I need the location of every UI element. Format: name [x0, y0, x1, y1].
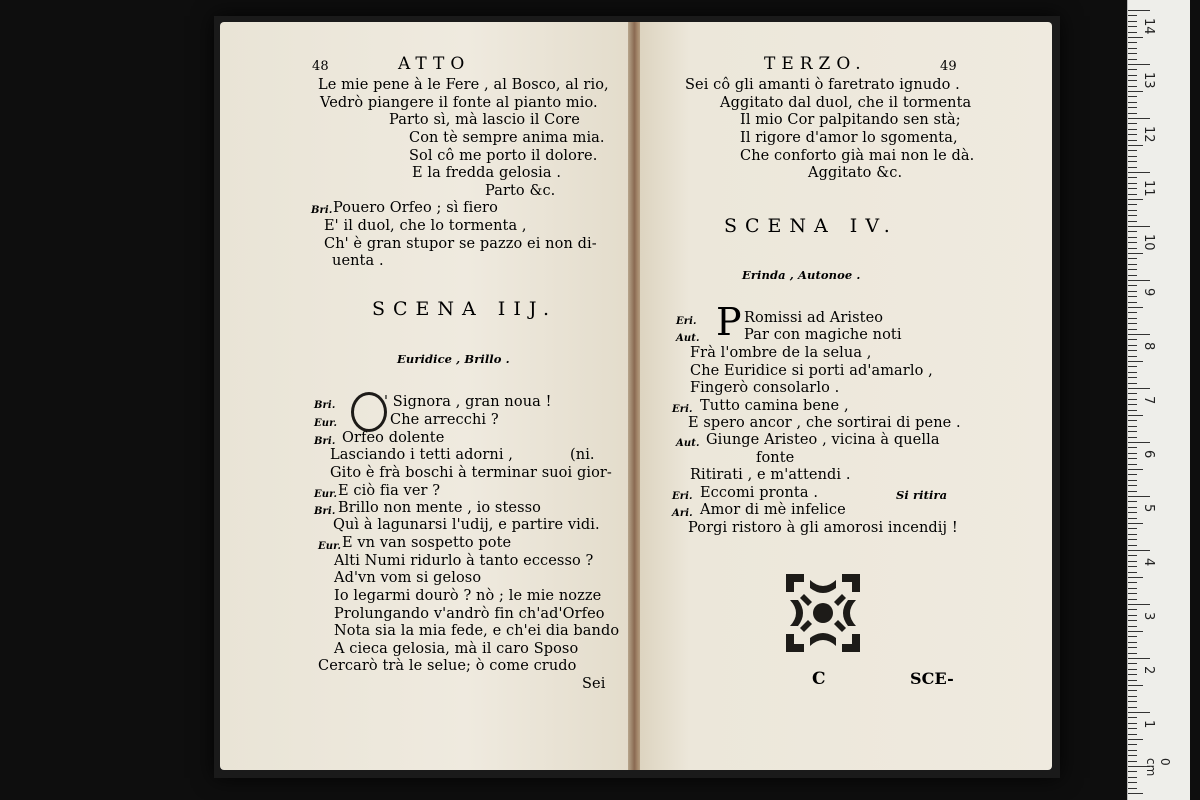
- ruler-tick: [1128, 561, 1137, 562]
- ruler-tick: [1128, 420, 1137, 421]
- ruler-tick: [1128, 539, 1137, 540]
- ruler-tick: [1128, 10, 1150, 11]
- ruler-tick: [1128, 53, 1137, 54]
- ruler-tick: [1128, 339, 1137, 340]
- verse-line: Aggitato dal duol, che il tormenta: [720, 95, 972, 111]
- ruler-number: 14: [1141, 18, 1156, 35]
- ruler-tick: [1128, 329, 1137, 330]
- ruler-tick: [1128, 113, 1137, 114]
- speaker-tag: Bri.: [314, 506, 336, 517]
- verse-line: Il rigore d'amor lo sgomenta,: [740, 130, 958, 146]
- verse-line: Sol cô me porto il dolore.: [409, 148, 598, 164]
- speaker-tag: Eri.: [676, 316, 697, 327]
- dialogue-line: Romissi ad Aristeo: [744, 310, 884, 326]
- verse-line: Vedrò piangere il fonte al pianto mio.: [320, 95, 598, 111]
- ruler-tick: [1128, 393, 1137, 394]
- ruler-tick: [1128, 285, 1137, 286]
- ruler-tick: [1128, 739, 1143, 740]
- ruler-tick: [1128, 404, 1137, 405]
- ruler-tick: [1128, 426, 1137, 427]
- speaker-tag: Ari.: [672, 508, 693, 519]
- drop-cap-p: P: [716, 300, 742, 344]
- ruler-tick: [1128, 253, 1143, 254]
- ruler-tick: [1128, 323, 1137, 324]
- dialogue-line: Che arrecchi ?: [390, 412, 499, 428]
- right-running-head: TERZO.: [764, 54, 867, 74]
- catchword: SCE-: [910, 669, 954, 688]
- ruler-tick: [1128, 437, 1137, 438]
- ruler-tick: [1128, 501, 1137, 502]
- ruler-tick: [1128, 620, 1137, 621]
- ruler-number: 4: [1141, 558, 1156, 567]
- ruler-tick: [1128, 69, 1137, 70]
- speaker-tag: Bri.: [314, 436, 336, 447]
- speaker-tag: Eur.: [318, 541, 342, 552]
- dialogue-line: E spero ancor , che sortirai di pene .: [688, 415, 961, 431]
- ruler-tick: [1128, 123, 1137, 124]
- ruler-tick: [1128, 512, 1137, 513]
- ruler-tick: [1128, 312, 1137, 313]
- ruler-number: 5: [1141, 504, 1156, 513]
- ruler-tick: [1128, 307, 1143, 308]
- ruler-tick: [1128, 690, 1137, 691]
- dialogue-line: E vn van sospetto pote: [342, 535, 512, 551]
- speaker-tag: Bri.: [311, 205, 333, 216]
- ruler-number: 1: [1141, 720, 1156, 729]
- scene-title: SCENA IIJ.: [372, 298, 558, 320]
- ruler-tick: [1128, 647, 1137, 648]
- ruler-tick: [1128, 685, 1143, 686]
- right-page-number: 49: [940, 59, 957, 74]
- ruler-tick: [1128, 626, 1137, 627]
- dialogue-line: A cieca gelosia, mà il caro Sposo: [334, 641, 579, 657]
- ruler-tick: [1128, 194, 1137, 195]
- dialogue-line: Tutto camina bene ,: [700, 398, 849, 414]
- ruler-tick: [1128, 707, 1137, 708]
- ruler-tick: [1128, 199, 1143, 200]
- ruler-tick: [1128, 447, 1137, 448]
- ruler-tick: [1128, 588, 1137, 589]
- ruler-tick: [1128, 75, 1137, 76]
- ruler-tick: [1128, 210, 1137, 211]
- speaker-tag: Eri.: [672, 491, 693, 502]
- ruler-tick: [1128, 750, 1137, 751]
- verse-line: uenta .: [332, 253, 384, 269]
- ruler-tick: [1128, 496, 1150, 497]
- ruler-tick: [1128, 431, 1137, 432]
- ruler-tick: [1128, 32, 1137, 33]
- ruler-tick: [1128, 696, 1137, 697]
- ruler-tick: [1128, 150, 1137, 151]
- ruler-tick: [1128, 231, 1137, 232]
- dialogue-line: Prolungando v'andrò fin ch'ad'Orfeo: [334, 606, 605, 622]
- speaker-tag: Eur.: [314, 489, 338, 500]
- ruler-tick: [1128, 566, 1137, 567]
- ruler-tick: [1128, 464, 1137, 465]
- ruler-tick: [1128, 42, 1137, 43]
- dialogue-line: Eccomi pronta .: [700, 485, 819, 501]
- ruler-tick: [1128, 453, 1137, 454]
- ruler-tick: [1128, 528, 1137, 529]
- ruler-tick: [1128, 96, 1137, 97]
- ruler-tick: [1128, 172, 1150, 173]
- ruler-tick: [1128, 744, 1137, 745]
- ruler-tick: [1128, 480, 1137, 481]
- ruler-tick: [1128, 21, 1137, 22]
- dialogue-line: fonte: [756, 450, 795, 466]
- ruler-number: 3: [1141, 612, 1156, 621]
- ruler-tick: [1128, 361, 1143, 362]
- ruler-tick: [1128, 712, 1150, 713]
- ruler-tick: [1128, 523, 1143, 524]
- ruler-tick: [1128, 388, 1150, 389]
- ruler-number: 12: [1141, 126, 1156, 143]
- ruler-tick: [1128, 717, 1137, 718]
- ruler-tick: [1128, 399, 1137, 400]
- verse-line: Con tè sempre anima mia.: [409, 130, 605, 146]
- ruler-tick: [1128, 26, 1137, 27]
- dialogue-overflow: (ni.: [570, 447, 595, 463]
- cast-list: Erinda , Autonoe .: [742, 268, 861, 282]
- speaker-tag: Eur.: [314, 418, 338, 429]
- verse-line: Le mie pene à le Fere , al Bosco, al rio,: [318, 77, 609, 93]
- ruler-tick: [1128, 242, 1137, 243]
- ruler-tick: [1128, 204, 1137, 205]
- ruler-tick: [1128, 615, 1137, 616]
- ruler-tick: [1128, 793, 1143, 794]
- ruler-tick: [1128, 161, 1137, 162]
- ruler-tick: [1128, 771, 1137, 772]
- ruler-tick: [1128, 723, 1137, 724]
- ruler-unit-label: 0 cm: [1144, 758, 1172, 777]
- ruler-tick: [1128, 680, 1137, 681]
- ruler-tick: [1128, 366, 1137, 367]
- ruler-tick: [1128, 555, 1137, 556]
- ruler-tick: [1128, 761, 1137, 762]
- ruler-tick: [1128, 102, 1137, 103]
- dialogue-line: Giunge Aristeo , vicina à quella: [706, 432, 940, 448]
- ruler-tick: [1128, 582, 1137, 583]
- ruler-tick: [1128, 248, 1137, 249]
- ruler-tick: [1128, 15, 1137, 16]
- ruler-tick: [1128, 410, 1137, 411]
- ruler-tick: [1128, 269, 1137, 270]
- ruler-tick: [1128, 221, 1137, 222]
- speaker-tag: Aut.: [676, 333, 700, 344]
- ruler-tick: [1128, 140, 1137, 141]
- ruler-tick: [1128, 383, 1137, 384]
- ruler-tick: [1128, 280, 1150, 281]
- ruler-tick: [1128, 118, 1150, 119]
- ruler-tick: [1128, 728, 1137, 729]
- stage-direction: Si ritira: [896, 488, 948, 502]
- ruler-tick: [1128, 491, 1137, 492]
- ruler-tick: [1128, 631, 1143, 632]
- ruler-number: 2: [1141, 666, 1156, 675]
- ruler-tick: [1128, 177, 1137, 178]
- ruler-tick: [1128, 599, 1137, 600]
- ruler-tick: [1128, 474, 1137, 475]
- verse-line: Che conforto già mai non le dà.: [740, 148, 975, 164]
- dialogue-line: Brillo non mente , io stesso: [338, 500, 541, 516]
- ruler-tick: [1128, 485, 1137, 486]
- dialogue-line: Che Euridice si porti ad'amarlo ,: [690, 363, 933, 379]
- ruler-tick: [1128, 107, 1137, 108]
- dialogue-line: ' Signora , gran noua !: [384, 394, 552, 410]
- ruler-tick: [1128, 604, 1150, 605]
- ruler-tick: [1128, 302, 1137, 303]
- ruler-tick: [1128, 145, 1143, 146]
- verse-line: E la fredda gelosia .: [412, 165, 562, 181]
- dialogue-line: Porgi ristoro à gli amorosi incendij !: [688, 520, 958, 536]
- dialogue-line: Amor di mè infelice: [700, 502, 846, 518]
- ruler-tick: [1128, 658, 1150, 659]
- catchword: Sei: [582, 676, 606, 692]
- ruler-tick: [1128, 545, 1137, 546]
- dialogue-line: Nota sia la mia fede, e ch'ei dia bando: [334, 623, 620, 639]
- scene-title: SCENA IV.: [724, 215, 898, 237]
- speaker-tag: Bri.: [314, 400, 336, 411]
- ruler-tick: [1128, 755, 1137, 756]
- dialogue-line: Cercarò trà le selue; ò come crudo: [318, 658, 577, 674]
- ruler-tick: [1128, 701, 1137, 702]
- ruler-number: 6: [1141, 450, 1156, 459]
- dialogue-line: Frà l'ombre de la selua ,: [690, 345, 872, 361]
- ruler-tick: [1128, 534, 1137, 535]
- verse-line: Il mio Cor palpitando sen stà;: [740, 112, 961, 128]
- ruler-tick: [1128, 609, 1137, 610]
- verse-line: Parto sì, mà lascio il Core: [389, 112, 580, 128]
- ruler-number: 10: [1141, 234, 1156, 251]
- ruler-tick: [1128, 345, 1137, 346]
- ruler-number: 8: [1141, 342, 1156, 351]
- ruler-tick: [1128, 458, 1137, 459]
- ruler-tick: [1128, 134, 1137, 135]
- ruler-tick: [1128, 156, 1137, 157]
- ruler-tick: [1128, 372, 1137, 373]
- verse-line: Aggitato &c.: [808, 165, 903, 181]
- ruler-tick: [1128, 183, 1137, 184]
- ruler-tick: [1128, 275, 1137, 276]
- ruler-number: 13: [1141, 72, 1156, 89]
- dialogue-line: Orfeo dolente: [342, 430, 445, 446]
- cast-list: Euridice , Brillo .: [397, 352, 510, 366]
- ruler-tick: [1128, 188, 1137, 189]
- verse-line: Sei cô gli amanti ò faretrato ignudo .: [685, 77, 960, 93]
- ruler-tick: [1128, 734, 1137, 735]
- dialogue-line: Io legarmi dourò ? nò ; le mie nozze: [334, 588, 602, 604]
- ruler-tick: [1128, 415, 1143, 416]
- speaker-tag: Eri.: [672, 404, 693, 415]
- printer-ornament: [780, 570, 866, 656]
- ruler-tick: [1128, 663, 1137, 664]
- ruler-number: 9: [1141, 288, 1156, 297]
- ruler-tick: [1128, 593, 1137, 594]
- ruler-tick: [1128, 377, 1137, 378]
- ruler-tick: [1128, 91, 1143, 92]
- dialogue-line: Par con magiche noti: [744, 327, 902, 343]
- verse-line: E' il duol, che lo tormenta ,: [324, 218, 527, 234]
- drop-cap-o: [351, 392, 387, 432]
- verse-line: Ch' è gran stupor se pazzo ei non di-: [324, 236, 597, 252]
- ruler-tick: [1128, 167, 1137, 168]
- ruler-tick: [1128, 86, 1137, 87]
- ruler-tick: [1128, 507, 1137, 508]
- dialogue-line: Gito è frà boschi à terminar suoi gior-: [330, 465, 612, 481]
- ruler-tick: [1128, 318, 1137, 319]
- dialogue-line: Ad'vn vom si geloso: [334, 570, 482, 586]
- ruler-tick: [1128, 636, 1137, 637]
- measuring-ruler: [1127, 0, 1190, 800]
- dialogue-line: Alti Numi ridurlo à tanto eccesso ?: [334, 553, 594, 569]
- left-running-head: ATTO: [398, 54, 471, 74]
- ruler-tick: [1128, 264, 1137, 265]
- dialogue-line: Ritirati , e m'attendi .: [690, 467, 851, 483]
- ruler-tick: [1128, 64, 1150, 65]
- speaker-tag: Aut.: [676, 438, 700, 449]
- ruler-tick: [1128, 350, 1137, 351]
- ruler-tick: [1128, 788, 1137, 789]
- ruler-tick: [1128, 550, 1150, 551]
- ruler-tick: [1128, 129, 1137, 130]
- ruler-tick: [1128, 291, 1137, 292]
- ruler-tick: [1128, 226, 1150, 227]
- ruler-tick: [1128, 669, 1137, 670]
- ruler-tick: [1128, 48, 1137, 49]
- ruler-tick: [1128, 469, 1143, 470]
- dialogue-line: Lasciando i tetti adorni ,: [330, 447, 514, 463]
- ruler-number: 11: [1141, 180, 1156, 197]
- ruler-tick: [1128, 674, 1137, 675]
- ruler-tick: [1128, 356, 1137, 357]
- ruler-tick: [1128, 258, 1137, 259]
- dialogue-line: E ciò fia ver ?: [338, 483, 441, 499]
- ruler-tick: [1128, 59, 1137, 60]
- left-page-number: 48: [312, 59, 329, 74]
- ruler-number: 7: [1141, 396, 1156, 405]
- ruler-tick: [1128, 518, 1137, 519]
- ruler-tick: [1128, 653, 1137, 654]
- ruler-tick: [1128, 80, 1137, 81]
- ruler-tick: [1128, 572, 1137, 573]
- ruler-tick: [1128, 296, 1137, 297]
- dialogue-line: Fingerò consolarlo .: [690, 380, 840, 396]
- dialogue-line: Quì à lagunarsi l'udij, e partire vidi.: [333, 517, 600, 533]
- ruler-tick: [1128, 237, 1137, 238]
- ruler-tick: [1128, 642, 1137, 643]
- verse-line: Parto &c.: [485, 183, 556, 199]
- ruler-tick: [1128, 215, 1137, 216]
- verse-line: Pouero Orfeo ; sì fiero: [333, 200, 498, 216]
- ruler-tick: [1128, 334, 1150, 335]
- ruler-tick: [1128, 37, 1143, 38]
- ruler-tick: [1128, 777, 1137, 778]
- ruler-tick: [1128, 442, 1150, 443]
- signature-mark: C: [812, 669, 826, 689]
- ruler-tick: [1128, 577, 1143, 578]
- ruler-tick: [1128, 782, 1137, 783]
